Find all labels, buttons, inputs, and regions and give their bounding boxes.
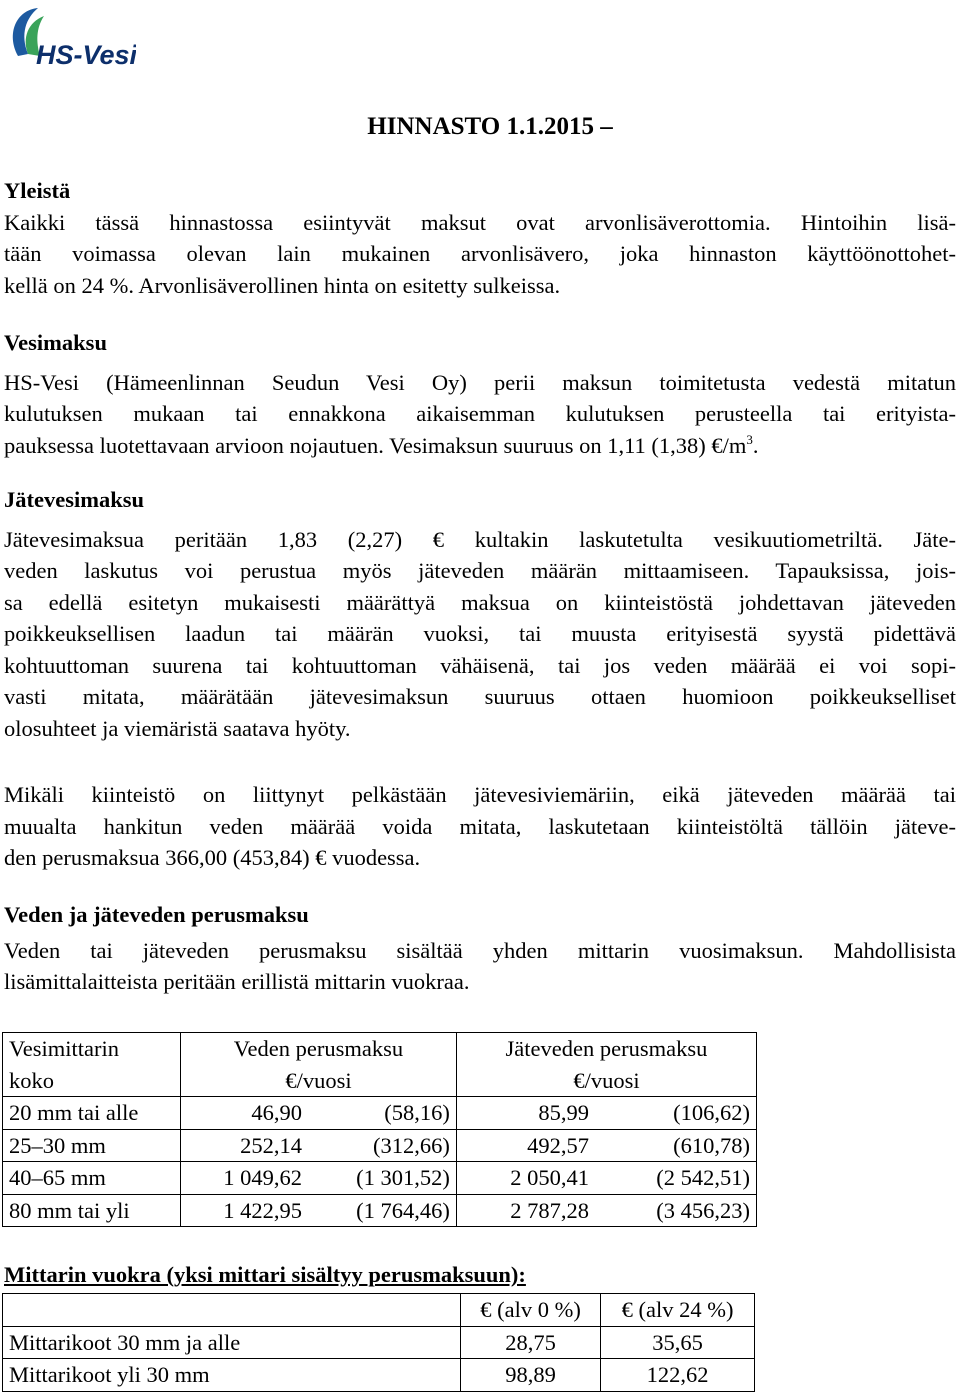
table-row [3,1097,757,1130]
text-line: kulutuksen mukaan tai ennakkona aikaisemman kulutuksen perusteella tai erityista- [4,401,956,426]
cell-vesi: 252,14 [181,1129,308,1162]
text-line: lisämittalaitteista peritään erillistä mittarin vuokraa. [4,969,470,994]
cell-size: 20 mm tai alle [3,1097,181,1130]
section-vesimaksu [4,327,956,461]
text-line: Jätevesimaksua peritään 1,83 (2,27) € kultakin laskutetulta vesikuutiometriltä. Jäte- [4,526,956,552]
section-heading-yleista: Yleistä [4,178,71,203]
cell-jate: 492,57 [456,1129,595,1162]
cell-jate: 85,99 [456,1097,595,1130]
header-jateveden-perusmaksu: Jäteveden perusmaksu €/vuosi [456,1033,756,1097]
cell-size: 25–30 mm [3,1129,181,1162]
header-mittarikoko: Vesimittarin koko [3,1033,181,1097]
section-heading-mittarin-vuokra: Mittarin vuokra (yksi mittari sisältyy perusmaksuun): [4,1262,526,1287]
cell-alv24: 35,65 [601,1326,755,1359]
section-heading-perusmaksu: Veden ja jäteveden perusmaksu [4,902,309,927]
cell-alv24: 122,62 [601,1359,755,1392]
cell-label: Mittarikoot yli 30 mm [3,1359,461,1392]
cell-vesi-alv: (58,16) [308,1097,456,1130]
text-line: vasti mitata, määrätään jätevesimaksun suuruus ottaen huomioon poikkeukselliset [4,684,956,709]
cell-size: 40–65 mm [3,1162,181,1195]
cell-vesi-alv: (1 764,46) [308,1194,456,1227]
text-line: kohtuuttoman suurena tai kohtuuttoman vähäisenä, tai jos veden määrää ei voi sopi- [4,652,956,678]
document-title: HINNASTO 1.1.2015 – [367,113,613,140]
cell-jate: 2 787,28 [456,1194,595,1227]
cell-vesi: 46,90 [181,1097,308,1130]
table-header-row [3,1033,757,1097]
cell-label: Mittarikoot 30 mm ja alle [3,1326,461,1359]
text-line: pauksessa luotettavaan arvioon nojautuen. Vesimaksun suuruus on 1,11 (1,38) $€/m^3$. [4,431,759,458]
cell-vesi-alv: (1 301,52) [308,1162,456,1195]
cell-vesi: 1 422,95 [181,1194,308,1227]
section-jatevesimaksu [4,484,956,744]
text-line: sa edellä esitetyn mukaisesti määrättyä maksua on kiinteistöstä johdettavan jäteveden [4,589,956,615]
header-alv0: € (alv 0 %) [461,1294,601,1327]
cell-size: 80 mm tai yli [3,1194,181,1227]
section-yleista [4,175,956,301]
text-line: Mikäli kiinteistö on liittynyt pelkästään jätevesiviemäriin, eikä jäteveden määrää tai [4,782,956,807]
table-row [3,1326,755,1359]
table-row [3,1129,757,1162]
mittarin-vuokra-table [2,1293,755,1392]
text-line: poikkeuksellisen laadun tai määrän vuoksi, tai muusta erityisestä syystä pidettävä [4,621,956,646]
text-line: HS-Vesi (Hämeenlinnan Seudun Vesi Oy) perii maksun toimitetusta vedestä mitatun [4,369,956,395]
svg-text:HS-Vesi: HS-Vesi [36,40,136,70]
text-line: olosuhteet ja viemäristä saatava hyöty. [4,715,351,741]
superscript: 3 [746,431,753,447]
table-row [3,1162,757,1195]
section-heading-vesimaksu: Vesimaksu [4,330,107,355]
section-heading-jatevesimaksu: Jätevesimaksu [4,487,144,512]
paragraph-jatevesi-perusmaksu [4,779,956,874]
text-line: muualta hankitun veden määrää voida mitata, laskutetaan kiinteistöltä tällöin jäteve- [4,813,956,839]
cell-jate-alv: (106,62) [595,1097,756,1130]
text-line: kellä on 24 %. Arvonlisäverollinen hinta on esitetty sulkeissa. [4,272,561,298]
text-line: Kaikki tässä hinnastossa esiintyvät maksut ovat arvonlisäverottomia. Hintoihin lisä- [4,209,956,235]
text-line: tään voimassa olevan lain mukainen arvonlisävero, joka hinnaston käyttöönottohet- [4,241,956,266]
text-line: veden laskutus voi perustua myös jäteveden määrän mittaamiseen. Tapauksissa, jois- [4,558,956,583]
header-veden-perusmaksu: Veden perusmaksu €/vuosi [181,1033,457,1097]
cell-alv0: 98,89 [461,1359,601,1392]
section-mittarin-vuokra [4,1259,956,1291]
cell-vesi: 1 049,62 [181,1162,308,1195]
header-alv24: € (alv 24 %) [601,1294,755,1327]
cell-jate-alv: (3 456,23) [595,1194,756,1227]
table-row [3,1359,755,1392]
cell-jate-alv: (2 542,51) [595,1162,756,1195]
cell-jate: 2 050,41 [456,1162,595,1195]
perusmaksu-table [2,1032,757,1227]
header-empty [3,1294,461,1327]
hs-vesi-logo [6,4,136,70]
cell-jate-alv: (610,78) [595,1129,756,1162]
table-row [3,1194,757,1227]
text-line: Veden tai jäteveden perusmaksu sisältää yhden mittarin vuosimaksun. Mahdollisista [4,937,956,963]
text-line: den perusmaksua 366,00 (453,84) € vuodessa. [4,845,421,870]
table-header-row [3,1294,755,1327]
cell-alv0: 28,75 [461,1326,601,1359]
section-perusmaksu [4,899,956,998]
cell-vesi-alv: (312,66) [308,1129,456,1162]
